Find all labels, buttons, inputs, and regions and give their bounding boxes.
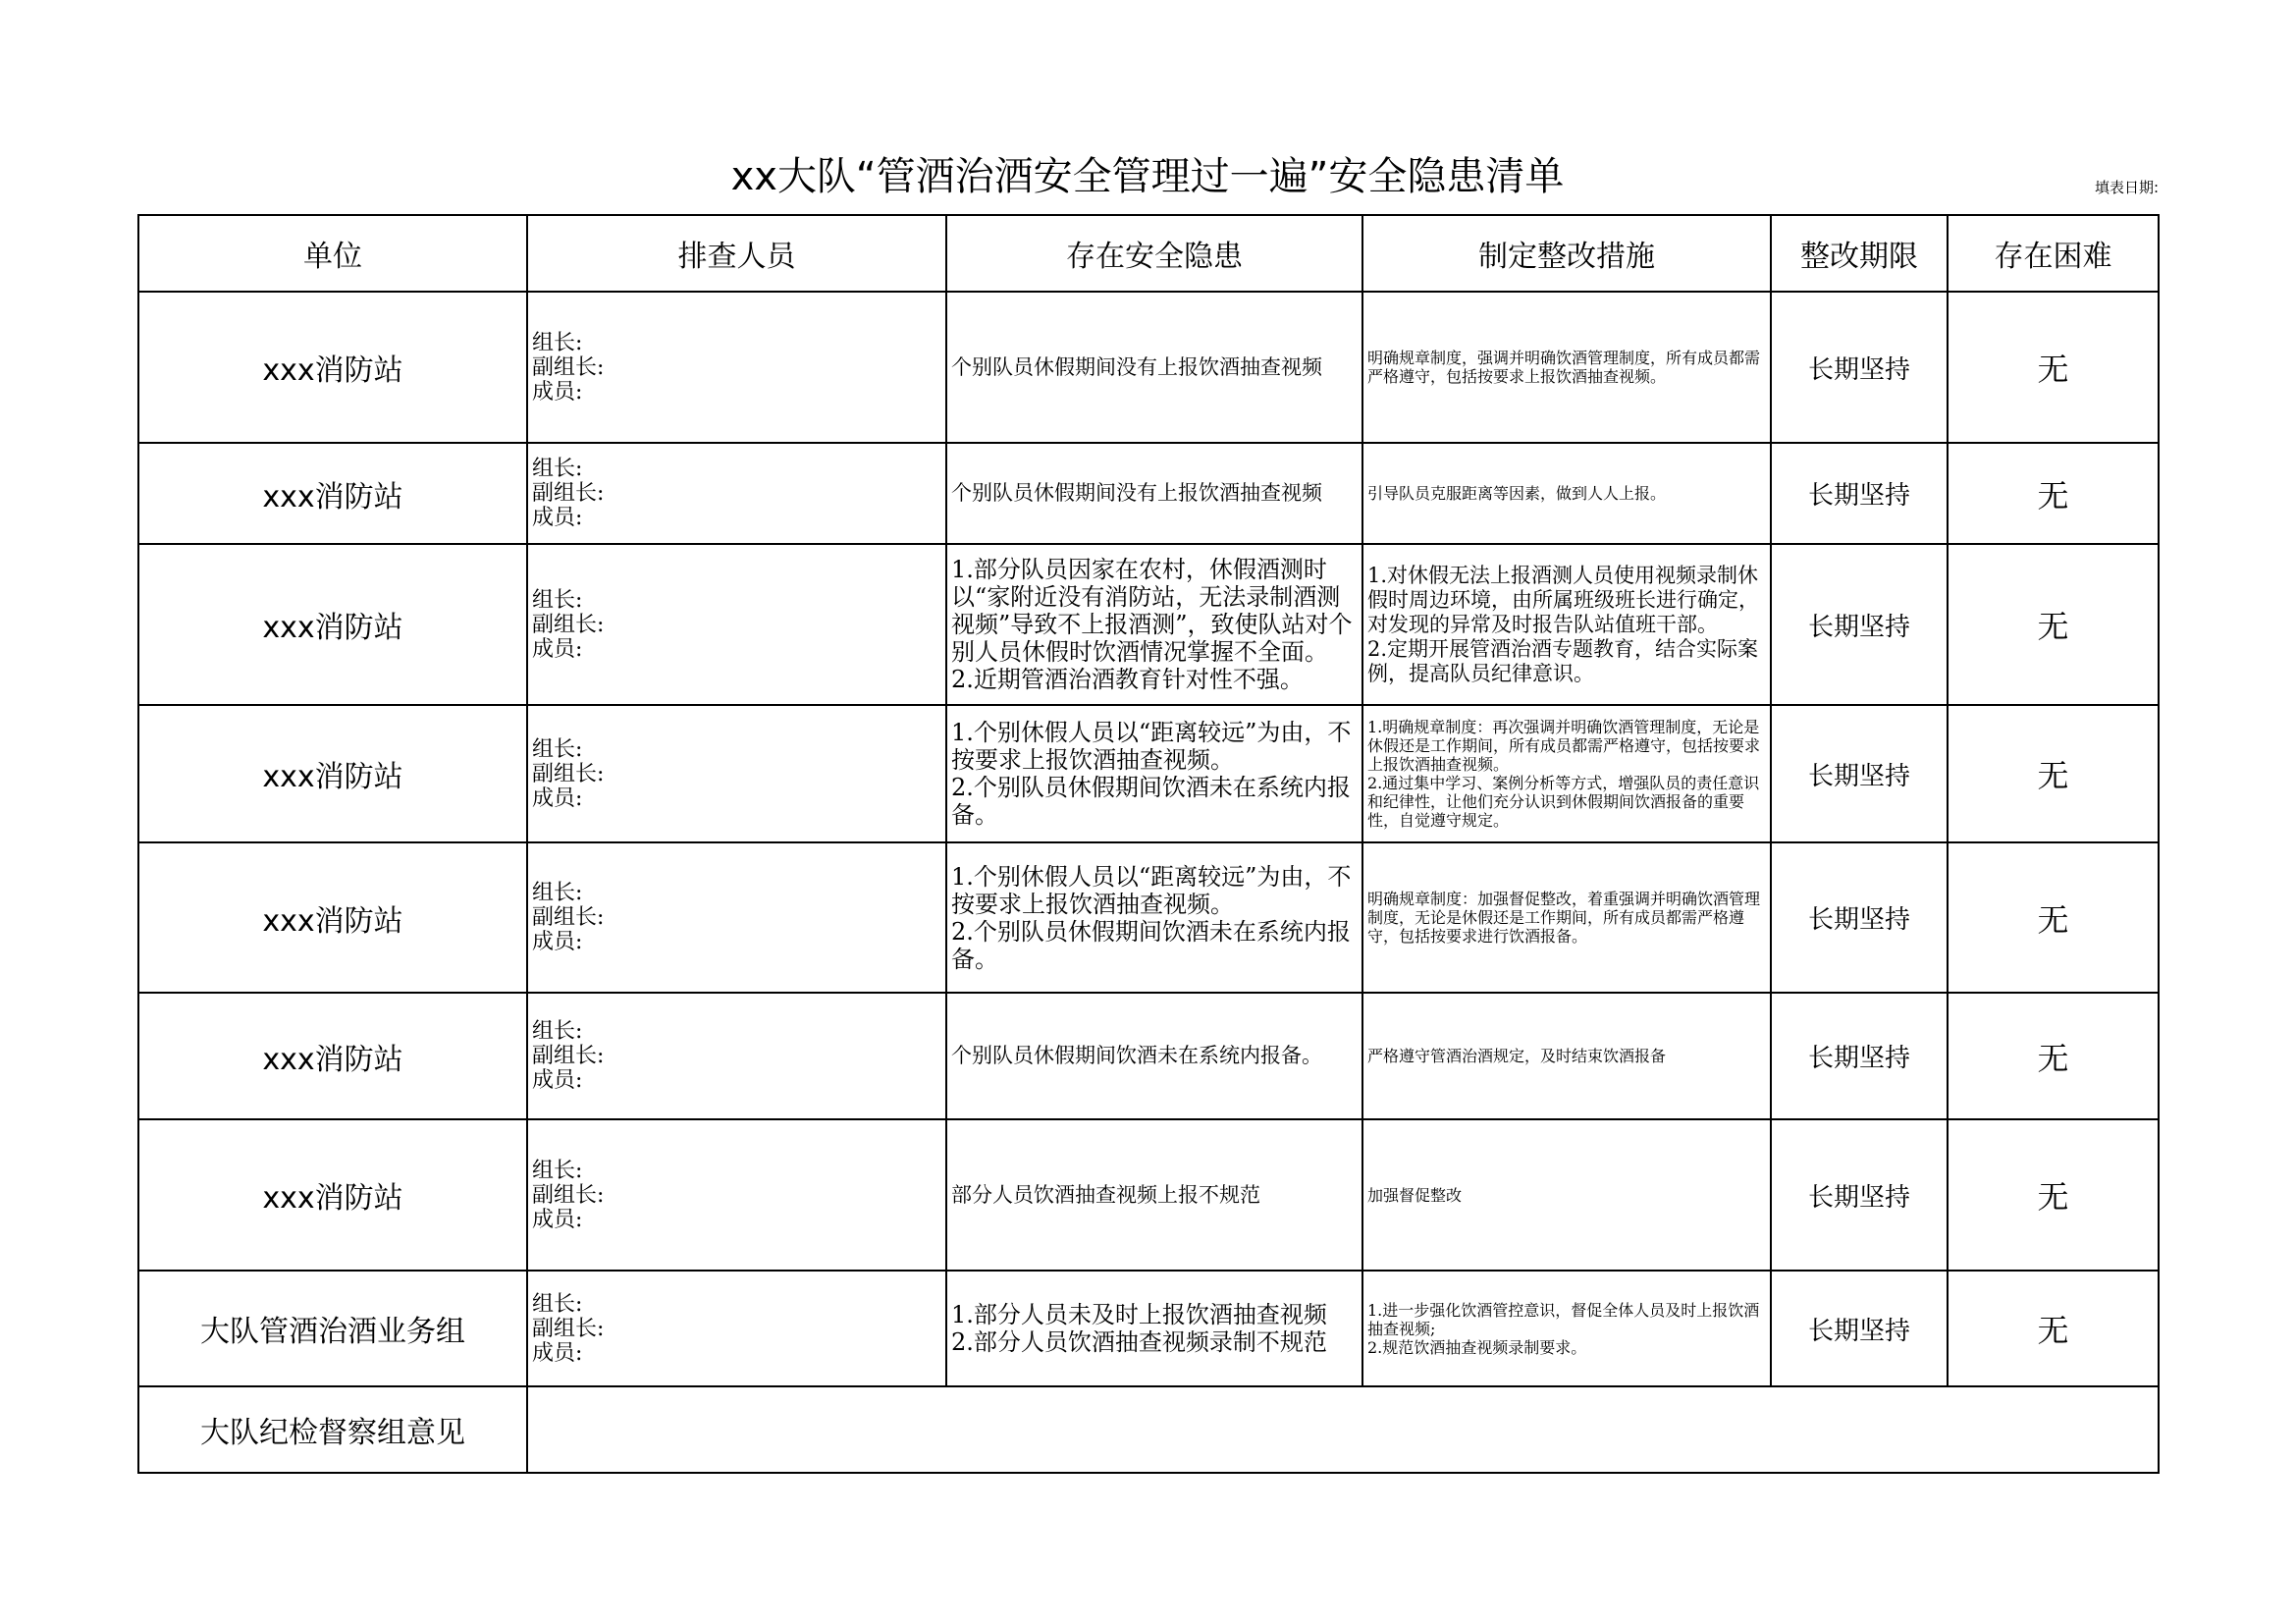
measure-cell bbox=[1362, 842, 1771, 993]
fill-date-label: 填表日期: bbox=[2094, 179, 2159, 196]
measure-text: 2.通过集中学习、案例分析等方式，增强队员的责任意识和纪律性，让他们充分认识到休假期间饮酒报备的重要性，自觉遵守规定。 bbox=[1367, 774, 1760, 830]
measure-text: 1.进一步强化饮酒管控意识，督促全体人员及时上报饮酒抽查视频; bbox=[1367, 1300, 1760, 1338]
discipline-opinion-row bbox=[138, 1386, 2159, 1473]
table-row bbox=[138, 544, 2159, 705]
hazard-text: 部分人员饮酒抽查视频上报不规范 bbox=[951, 1182, 1260, 1207]
inspectors-cell bbox=[527, 544, 946, 705]
staff-members-label: 成员: bbox=[532, 930, 583, 954]
inspectors-cell bbox=[527, 1119, 946, 1271]
difficulty-cell: 无 bbox=[1948, 842, 2159, 993]
staff-leader-label: 组长: bbox=[532, 587, 583, 613]
column-header-unit: 单位 bbox=[138, 215, 527, 292]
staff-leader-label: 组长: bbox=[532, 330, 583, 355]
measure-text: 严格遵守管酒治酒规定，及时结束饮酒报备 bbox=[1367, 1047, 1667, 1065]
measure-text: 1.明确规章制度：再次强调并明确饮酒管理制度，无论是休假还是工作期间，所有成员都需严格遵守，包括按要求上报饮酒抽查视频。 bbox=[1367, 718, 1761, 774]
unit-cell: xxx消防站 bbox=[138, 705, 527, 842]
hazard-text: 1.个别休假人员以“距离较远”为由，不按要求上报饮酒抽查视频。 bbox=[951, 862, 1352, 918]
staff-deputy-label: 副组长: bbox=[532, 1316, 605, 1341]
unit-cell: xxx消防站 bbox=[138, 993, 527, 1119]
hazard-text: 2.近期管酒治酒教育针对性不强。 bbox=[951, 666, 1304, 693]
measure-cell bbox=[1362, 993, 1771, 1119]
measure-text: 引导队员克服距离等因素，做到人人上报。 bbox=[1367, 484, 1667, 503]
measure-cell bbox=[1362, 705, 1771, 842]
staff-leader-label: 组长: bbox=[532, 736, 583, 762]
measure-text: 1.对休假无法上报酒测人员使用视频录制休假时周边环境，由所属班级班长进行确定，对发现的异常及时报告队站值班干部。 bbox=[1367, 563, 1759, 636]
deadline-cell: 长期坚持 bbox=[1771, 1271, 1948, 1386]
inspectors-cell bbox=[527, 705, 946, 842]
deadline-cell: 长期坚持 bbox=[1771, 292, 1948, 443]
difficulty-cell: 无 bbox=[1948, 993, 2159, 1119]
hazard-cell bbox=[946, 443, 1362, 544]
hazard-text: 个别队员休假期间饮酒未在系统内报备。 bbox=[951, 1044, 1322, 1067]
hazard-cell bbox=[946, 544, 1362, 705]
staff-deputy-label: 副组长: bbox=[532, 905, 605, 930]
difficulty-cell: 无 bbox=[1948, 705, 2159, 842]
deadline-cell: 长期坚持 bbox=[1771, 544, 1948, 705]
measure-text: 2.定期开展管酒治酒专题教育，结合实际案例，提高队员纪律意识。 bbox=[1367, 636, 1759, 685]
hazard-cell bbox=[946, 1119, 1362, 1271]
difficulty-cell: 无 bbox=[1948, 292, 2159, 443]
unit-cell: xxx消防站 bbox=[138, 443, 527, 544]
hazard-cell bbox=[946, 842, 1362, 993]
table-row bbox=[138, 705, 2159, 842]
measure-cell bbox=[1362, 1271, 1771, 1386]
difficulty-cell: 无 bbox=[1948, 443, 2159, 544]
staff-leader-label: 组长: bbox=[532, 881, 583, 905]
staff-leader-label: 组长: bbox=[532, 457, 583, 481]
measure-text: 2.规范饮酒抽查视频录制要求。 bbox=[1367, 1337, 1587, 1357]
hazard-text: 个别队员休假期间没有上报饮酒抽查视频 bbox=[951, 481, 1322, 505]
hazard-text: 2.部分人员饮酒抽查视频录制不规范 bbox=[951, 1328, 1327, 1356]
deadline-cell: 长期坚持 bbox=[1771, 443, 1948, 544]
unit-cell: xxx消防站 bbox=[138, 1119, 527, 1271]
inspectors-cell bbox=[527, 292, 946, 443]
table-row bbox=[138, 443, 2159, 544]
unit-cell: xxx消防站 bbox=[138, 842, 527, 993]
unit-cell: xxx消防站 bbox=[138, 292, 527, 443]
hazard-text: 1.部分队员因家在农村，休假酒测时以“家附近没有消防站，无法录制酒测视频”导致不上报酒测”，致使队站对个别人员休假时饮酒情况掌握不全面。 bbox=[951, 556, 1353, 666]
hazard-text: 1.部分人员未及时上报饮酒抽查视频 bbox=[951, 1301, 1327, 1328]
deadline-cell: 长期坚持 bbox=[1771, 705, 1948, 842]
column-header-measures: 制定整改措施 bbox=[1362, 215, 1771, 292]
measure-text: 加强督促整改 bbox=[1367, 1185, 1463, 1205]
difficulty-cell: 无 bbox=[1948, 1271, 2159, 1386]
deadline-cell: 长期坚持 bbox=[1771, 993, 1948, 1119]
measure-cell bbox=[1362, 443, 1771, 544]
hazard-cell bbox=[946, 1271, 1362, 1386]
table-header-row bbox=[138, 215, 2159, 292]
hazard-text: 2.个别队员休假期间饮酒未在系统内报备。 bbox=[951, 774, 1351, 829]
inspectors-cell bbox=[527, 443, 946, 544]
measure-cell bbox=[1362, 1119, 1771, 1271]
staff-deputy-label: 副组长: bbox=[532, 761, 605, 786]
table-row bbox=[138, 292, 2159, 443]
hazard-text: 个别队员休假期间没有上报饮酒抽查视频 bbox=[951, 354, 1322, 379]
page-title: xx大队“管酒治酒安全管理过一遍”安全隐患清单 bbox=[730, 154, 1565, 199]
inspectors-cell bbox=[527, 993, 946, 1119]
discipline-opinion-value[interactable] bbox=[527, 1386, 2159, 1473]
deadline-cell: 长期坚持 bbox=[1771, 1119, 1948, 1271]
staff-members-label: 成员: bbox=[532, 1207, 583, 1232]
staff-deputy-label: 副组长: bbox=[532, 354, 605, 380]
staff-leader-label: 组长: bbox=[532, 1291, 583, 1317]
hazard-text: 2.个别队员休假期间饮酒未在系统内报备。 bbox=[951, 917, 1351, 973]
column-header-inspectors: 排查人员 bbox=[527, 215, 946, 292]
staff-members-label: 成员: bbox=[532, 379, 583, 405]
hazard-cell bbox=[946, 705, 1362, 842]
staff-members-label: 成员: bbox=[532, 506, 583, 530]
discipline-opinion-label: 大队纪检督察组意见 bbox=[138, 1386, 527, 1473]
unit-cell: 大队管酒治酒业务组 bbox=[138, 1271, 527, 1386]
hazard-table bbox=[137, 214, 2160, 1474]
table-row bbox=[138, 993, 2159, 1119]
table-row bbox=[138, 1271, 2159, 1386]
staff-deputy-label: 副组长: bbox=[532, 1182, 605, 1208]
table-row bbox=[138, 1119, 2159, 1271]
staff-members-label: 成员: bbox=[532, 1340, 583, 1366]
hazard-cell bbox=[946, 993, 1362, 1119]
staff-deputy-label: 副组长: bbox=[532, 481, 605, 506]
inspectors-cell bbox=[527, 1271, 946, 1386]
staff-members-label: 成员: bbox=[532, 785, 583, 811]
column-header-difficulty: 存在困难 bbox=[1948, 215, 2159, 292]
measure-cell bbox=[1362, 544, 1771, 705]
hazard-text: 1.个别休假人员以“距离较远”为由，不按要求上报饮酒抽查视频。 bbox=[951, 719, 1352, 774]
staff-members-label: 成员: bbox=[532, 1068, 583, 1093]
measure-text: 明确规章制度：加强督促整改，着重强调并明确饮酒管理制度，无论是休假还是工作期间，所有成员都需严格遵守，包括按要求进行饮酒报备。 bbox=[1367, 890, 1761, 946]
staff-leader-label: 组长: bbox=[532, 1158, 583, 1183]
staff-deputy-label: 副组长: bbox=[532, 612, 605, 637]
difficulty-cell: 无 bbox=[1948, 544, 2159, 705]
deadline-cell: 长期坚持 bbox=[1771, 842, 1948, 993]
difficulty-cell: 无 bbox=[1948, 1119, 2159, 1271]
table-row bbox=[138, 842, 2159, 993]
staff-leader-label: 组长: bbox=[532, 1019, 583, 1044]
column-header-hazards: 存在安全隐患 bbox=[946, 215, 1362, 292]
unit-cell: xxx消防站 bbox=[138, 544, 527, 705]
inspectors-cell bbox=[527, 842, 946, 993]
column-header-deadline: 整改期限 bbox=[1771, 215, 1948, 292]
measure-cell bbox=[1362, 292, 1771, 443]
staff-members-label: 成员: bbox=[532, 636, 583, 662]
staff-deputy-label: 副组长: bbox=[532, 1044, 605, 1068]
measure-text: 明确规章制度，强调并明确饮酒管理制度，所有成员都需严格遵守，包括按要求上报饮酒抽查视频。 bbox=[1367, 349, 1761, 386]
hazard-cell bbox=[946, 292, 1362, 443]
